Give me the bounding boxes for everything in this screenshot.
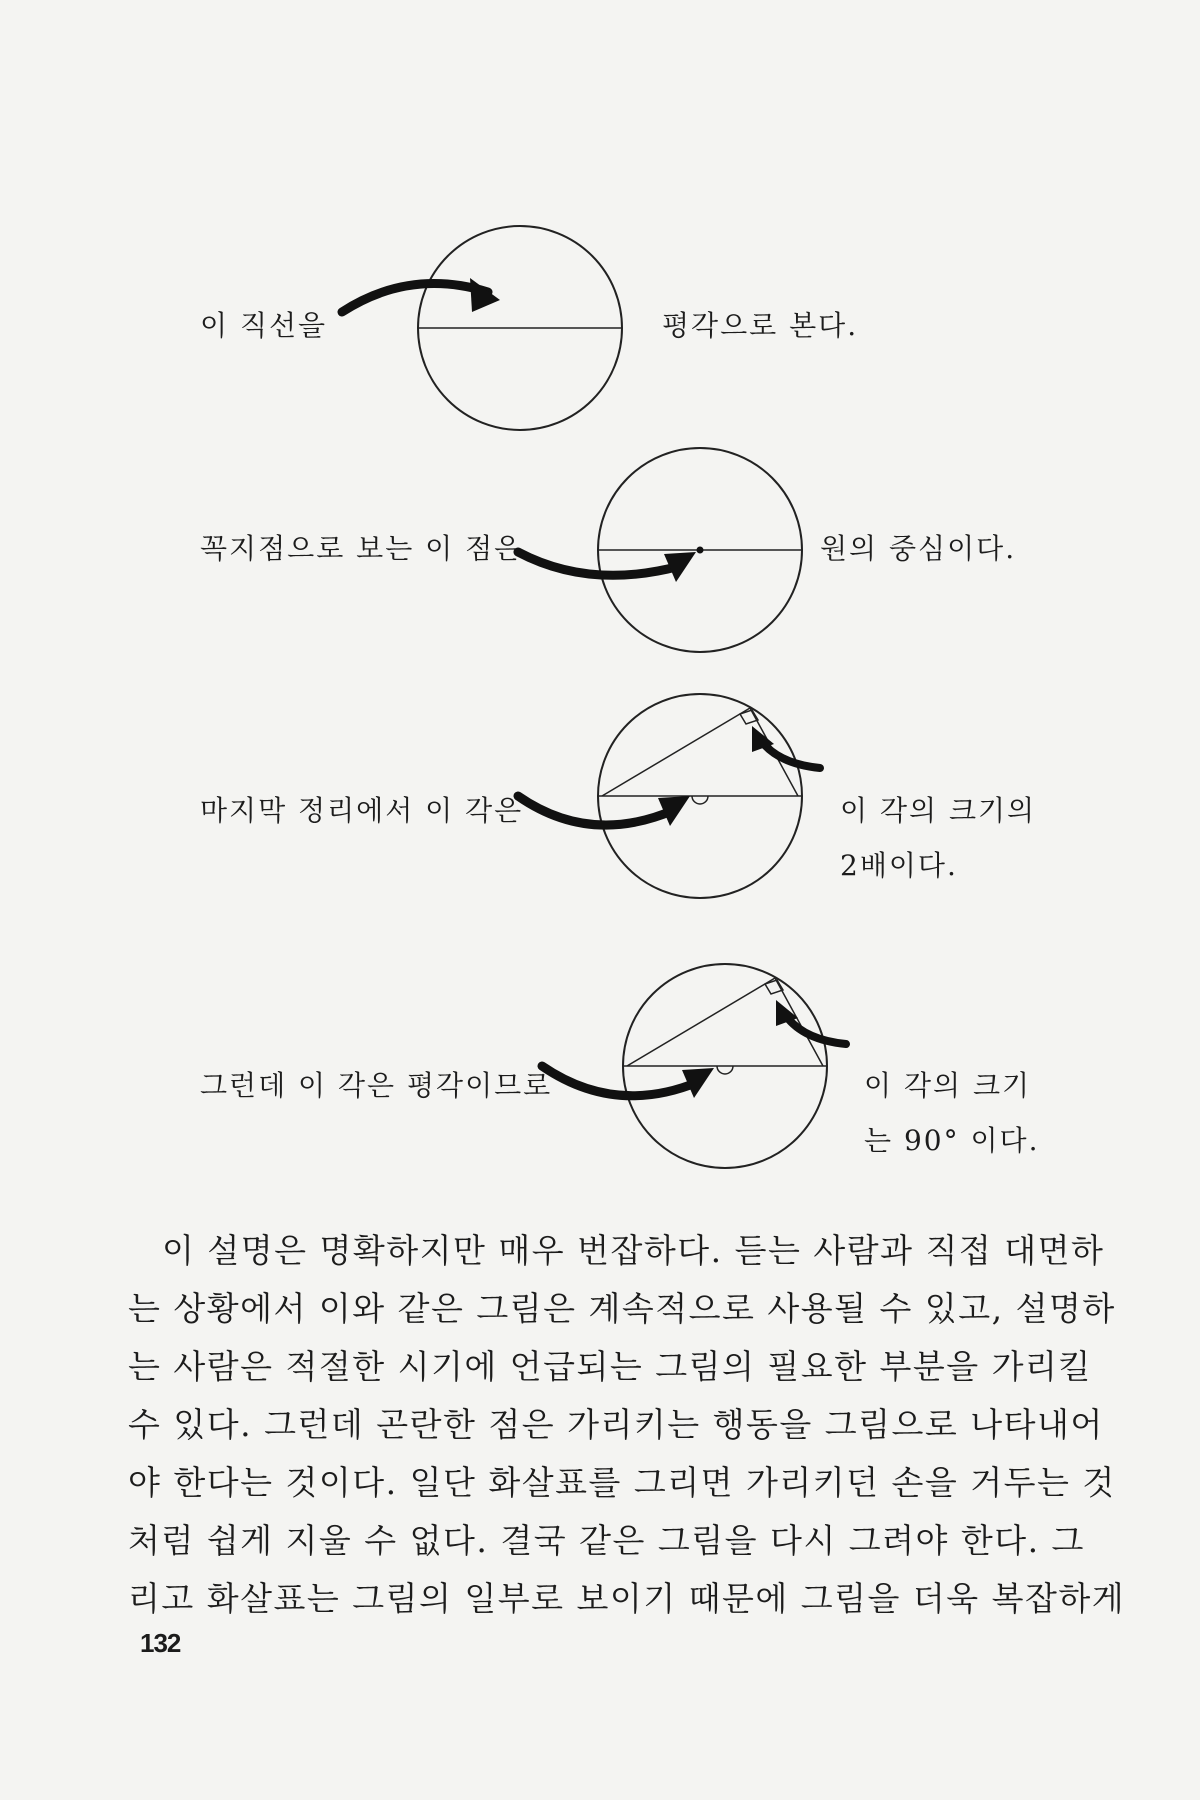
curved-arrow-right [762, 742, 820, 768]
figure-1-left-label: 이 직선을 [200, 309, 328, 342]
body-line: 야 한다는 것이다. 일단 화살표를 그리면 가리키던 손을 거두는 것 [128, 1463, 1116, 1502]
triangle-side-left [627, 978, 775, 1066]
figure-4-right-label-line-1: 이 각의 크기 [864, 1069, 1032, 1102]
curved-arrow-left [518, 796, 674, 825]
figure-2-left-label: 꼭지점으로 보는 이 점은 [200, 532, 524, 565]
arrow-head [470, 278, 500, 312]
body-line: 수 있다. 그런데 곤란한 점은 가리키는 행동을 그림으로 나타내어 [128, 1405, 1104, 1444]
figure-3-right-label-line-1: 이 각의 크기의 [840, 794, 1037, 827]
figure-3-diagram [500, 686, 840, 946]
figure-4-left-label: 그런데 이 각은 평각이므로 [200, 1069, 553, 1102]
figure-4-diagram [520, 966, 860, 1226]
center-angle-mark [717, 1066, 733, 1074]
body-paragraph [128, 1222, 1126, 1628]
figure-1-right-label: 평각으로 본다. [662, 309, 859, 342]
body-line: 리고 화살표는 그림의 일부로 보이기 때문에 그림을 더욱 복잡하게 [128, 1579, 1126, 1618]
figure-2-diagram [500, 440, 820, 680]
body-line: 는 상황에서 이와 같은 그림은 계속적으로 사용될 수 있고, 설명하 [128, 1289, 1116, 1328]
body-line: 는 사람은 적절한 시기에 언급되는 그림의 필요한 부분을 가리킬 [128, 1347, 1092, 1386]
figure-3-right-label-line-2: 2배이다. [840, 849, 958, 882]
figure-3-left-label: 마지막 정리에서 이 각은 [200, 794, 524, 827]
triangle-side-left [602, 708, 750, 796]
body-line: 이 설명은 명확하지만 매우 번잡하다. 듣는 사람과 직접 대면하 [162, 1231, 1105, 1270]
page-number: 132 [140, 1628, 181, 1658]
figure-4-right-label-line-2: 는 90° 이다. [864, 1124, 1040, 1157]
curved-arrow [342, 284, 488, 312]
body-line: 처럼 쉽게 지울 수 없다. 결국 같은 그림을 다시 그려야 한다. 그 [128, 1521, 1085, 1560]
figure-1-diagram [320, 220, 640, 460]
figure-2-right-label: 원의 중심이다. [820, 532, 1017, 565]
curved-arrow-left [542, 1066, 698, 1096]
center-point [697, 547, 704, 554]
center-angle-mark [692, 796, 708, 804]
